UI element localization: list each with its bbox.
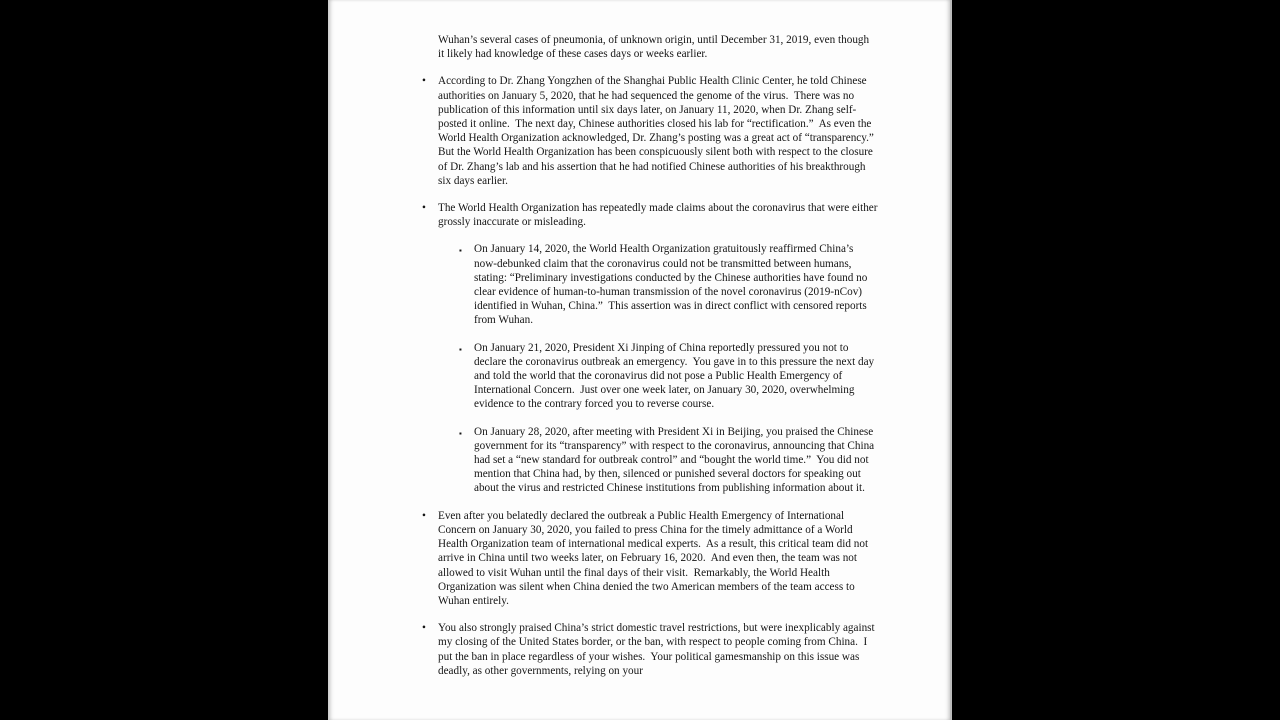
- letter-sub-bullet-item: [459, 425, 877, 496]
- bullet-dot-icon: •: [422, 622, 426, 635]
- bullet-text: According to Dr. Zhang Yongzhen of the Shanghai Public Health Clinic Center, he told Chinese authorities on January 5, 2020, that he had sequenced the genome of the virus. There was no publication of this information until six days later, on January 11, 2020, when Dr. Zhang self-posted it online. The next day, Chinese authorities closed his lab for “rectification.” As even the World Health Organization acknowledged, Dr. Zhang’s posting was a great act of “transparency.” But the World Health Organization has been conspicuously silent both with respect to the closure of Dr. Zhang’s lab and his assertion that he had notified Chinese authorities of his breakthrough six days earlier.: [438, 75, 880, 187]
- letter-paragraph-continuation: Wuhan’s several cases of pneumonia, of unknown origin, until December 31, 2019, even though it likely had knowledge of these cases days or weeks earlier.: [438, 34, 872, 61]
- bullet-square-icon: ▪: [459, 428, 462, 438]
- bullet-square-icon: ▪: [459, 246, 462, 256]
- sub-bullet-text: On January 28, 2020, after meeting with President Xi in Beijing, you praised the Chinese government for its “transparency” with respect to the coronavirus, announcing that China had set a “new standard for outbreak control” and “bought the world time.” You did not mention that China had, by then, silenced or punished several doctors for speaking out about the virus and restricted Chinese institutions from publishing information about it.: [474, 425, 877, 495]
- bullet-text: You also strongly praised China’s strict domestic travel restrictions, but were inexplicably against my closing of the United States border, or the ban, with respect to people coming from China. I put the ban in place regardless of your wishes. Your political gamesmanship on this issue was deadly, as other governments, relying on your: [438, 622, 878, 677]
- bullet-text: Even after you belatedly declared the outbreak a Public Health Emergency of International Concern on January 30, 2020, you failed to press China for the timely admittance of a World Health Organization team of international medical experts. As a result, this critical team did not arrive in China until two weeks later, on February 16, 2020. And even then, the team was not allowed to visit Wuhan until the final days of their visit. Remarkably, the World Health Organization was silent when China denied the two American members of the team access to Wuhan entirely.: [438, 509, 871, 607]
- letter-sub-bullet-item: [459, 341, 877, 412]
- letter-bullet-item: [422, 621, 878, 678]
- letter-sub-bullet-item: [459, 242, 877, 327]
- bullet-dot-icon: •: [422, 75, 426, 88]
- letter-bullet-item: [422, 201, 881, 229]
- bullet-dot-icon: •: [422, 202, 426, 215]
- bullet-dot-icon: •: [422, 509, 426, 522]
- sub-bullet-text: On January 21, 2020, President Xi Jinping of China reportedly pressured you not to declare the coronavirus outbreak an emergency. You gave in to this pressure the next day and told the world that the coronavirus did not pose a Public Health Emergency of International Concern. Just over one week later, on January 30, 2020, overwhelming evidence to the contrary forced you to reverse course.: [474, 341, 877, 411]
- letter-bullet-item: [422, 509, 878, 608]
- letter-bullet-item: [422, 74, 880, 188]
- sub-bullet-text: On January 14, 2020, the World Health Organization gratuitously reaffirmed China’s now-debunked claim that the coronavirus could not be transmitted between humans, stating: “Preliminary investigations conducted by the Chinese authorities have found no clear evidence of human-to-human transmission of the novel coronavirus (2019-nCov) identified in Wuhan, China.” This assertion was in direct conflict with censored reports from Wuhan.: [474, 243, 871, 327]
- bullet-square-icon: ▪: [459, 344, 462, 354]
- bullet-text: The World Health Organization has repeatedly made claims about the coronavirus that were either grossly inaccurate or misleading.: [438, 202, 881, 229]
- document-page: [328, 0, 952, 720]
- letter-body: [329, 33, 950, 691]
